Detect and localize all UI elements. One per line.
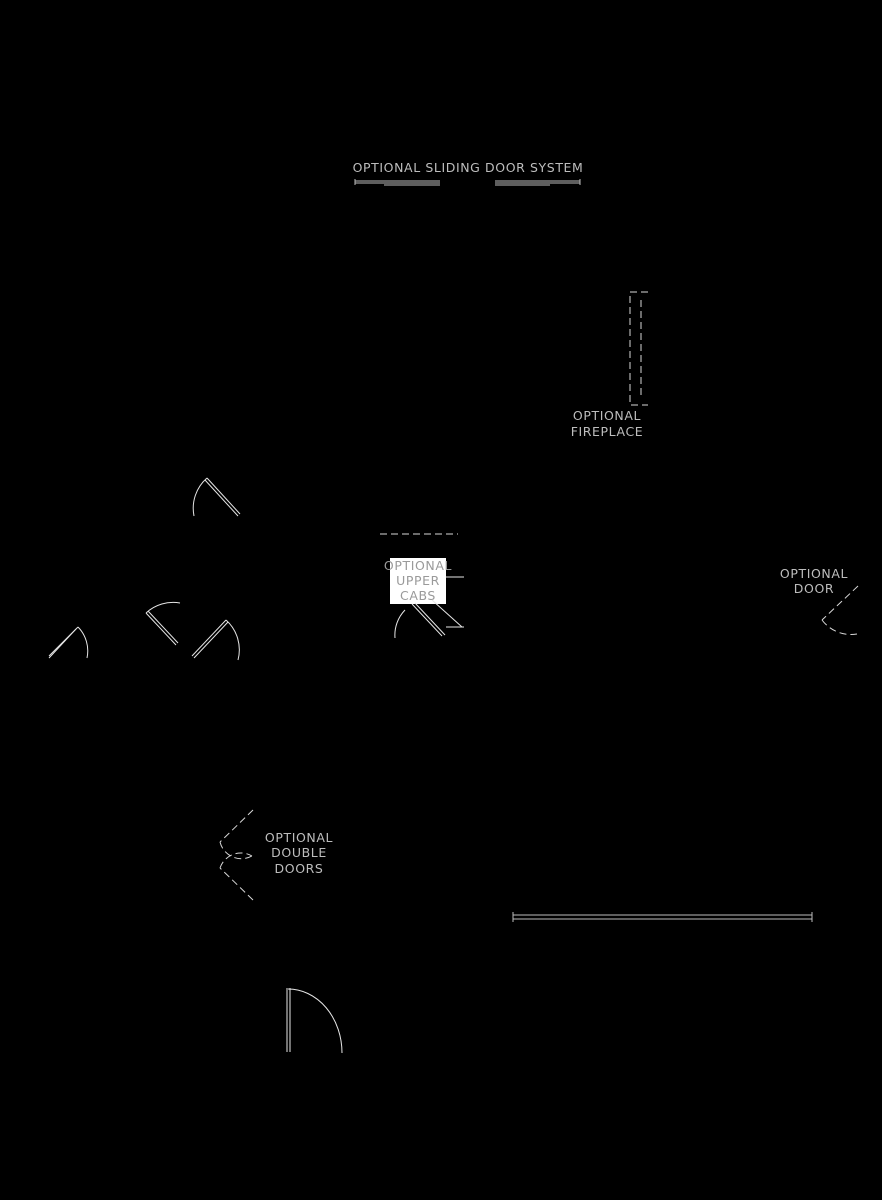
optional-door-right [780, 566, 858, 635]
door-swing-far-left [49, 627, 88, 658]
fireplace-label-line2: FIREPLACE [570, 424, 644, 439]
sliding-door-left [355, 179, 440, 185]
fireplace-label-line1: OPTIONAL [572, 408, 642, 423]
double-doors [220, 810, 333, 900]
sliding-door-system [353, 160, 584, 185]
fireplace-outline [630, 292, 648, 405]
upper-cabs-label-line2: UPPER [396, 573, 440, 588]
double-doors-label-line1: OPTIONAL [264, 830, 334, 845]
upper-cabs-label-line3: CABS [400, 588, 436, 603]
upper-cabs-label-line1: OPTIONAL [383, 558, 453, 573]
door-swing-closet-left [146, 602, 180, 645]
door-label-line1: OPTIONAL [779, 566, 849, 581]
wall-segment [513, 912, 812, 922]
sliding-door-label: OPTIONAL SLIDING DOOR SYSTEM [352, 160, 584, 175]
double-doors-label-line2: DOUBLE [271, 845, 327, 860]
door-swing-upper [193, 478, 240, 516]
door-swing-closet-right [192, 620, 239, 660]
door-swing-entry [287, 988, 342, 1053]
door-label-line2: DOOR [793, 581, 835, 596]
fireplace [571, 292, 648, 439]
sliding-door-right [495, 179, 580, 185]
upper-cabs [380, 534, 464, 638]
double-doors-label-line3: DOORS [274, 861, 324, 876]
